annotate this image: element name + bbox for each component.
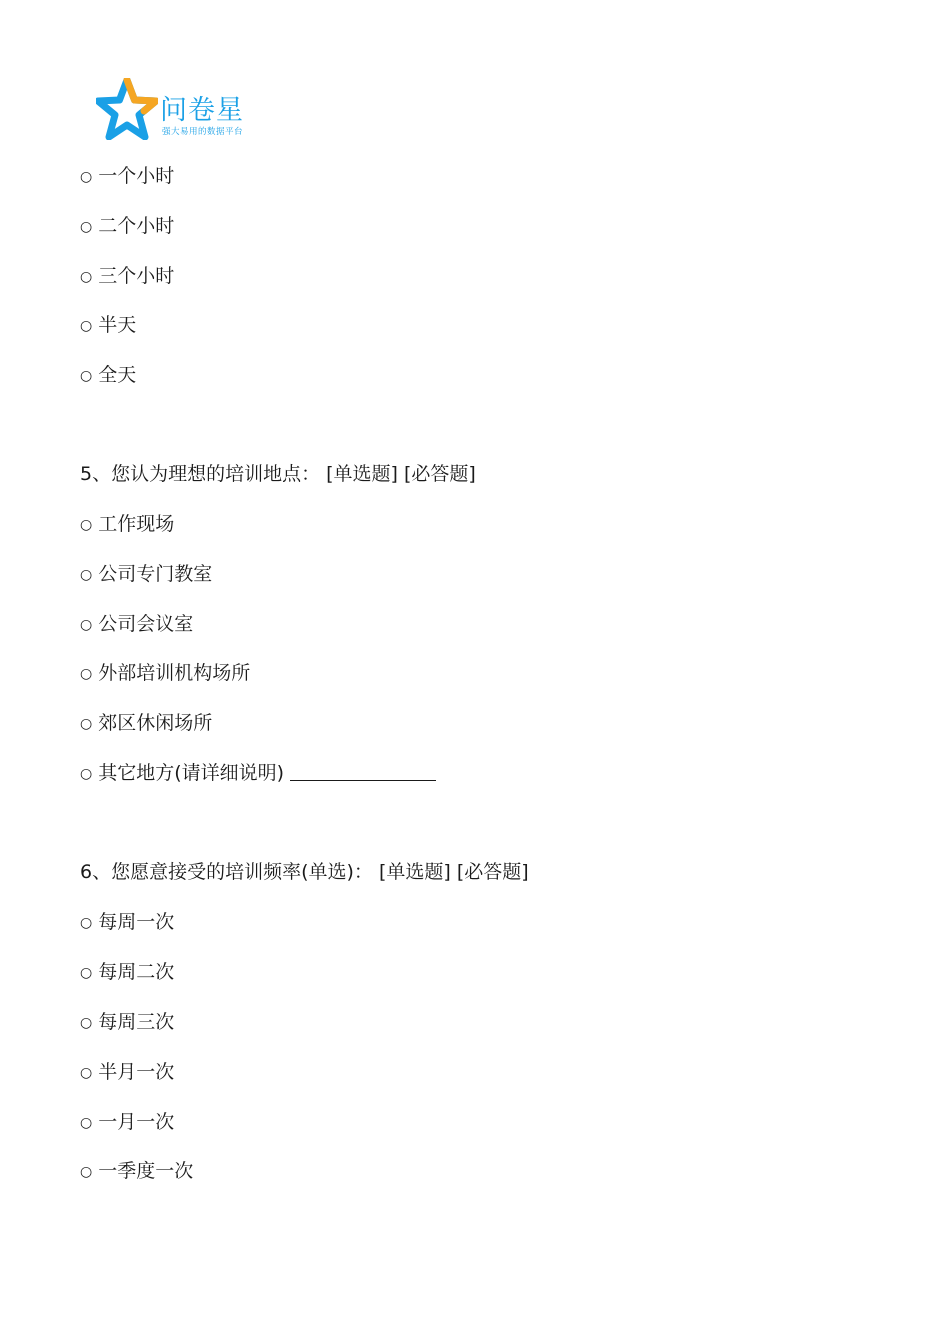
q5-option-1[interactable] [80,512,174,537]
option-label: 一季度一次 [98,1160,194,1182]
radio-circle-icon[interactable]: ○ [80,219,93,235]
option-label: 公司会议室 [98,613,194,635]
option-label: 一月一次 [98,1111,175,1133]
option-label: 每周二次 [98,961,175,983]
q4-option-3[interactable] [80,264,174,289]
logo-brand-name: 问卷星 [160,95,244,126]
radio-circle-icon[interactable]: ○ [80,915,93,931]
radio-circle-icon[interactable]: ○ [80,716,93,732]
wjx-logo [96,78,266,142]
q5-title: 5、您认为理想的培训地点： [单选题] [必答题] [80,463,476,485]
q5-option-4[interactable] [80,661,250,686]
option-label: 其它地方(请详细说明) [98,762,285,784]
option-label: 三个小时 [98,265,175,287]
option-label: 外部培训机构场所 [98,662,251,684]
option-label: 半天 [98,314,137,336]
option-label: 郊区休闲场所 [98,712,213,734]
q4-option-5[interactable] [80,363,136,388]
option-label: 每周三次 [98,1011,175,1033]
option-label: 工作现场 [98,513,175,535]
option-label: 每周一次 [98,911,175,933]
q5-option-6[interactable] [80,761,436,786]
q4-option-4[interactable] [80,313,136,338]
radio-circle-icon[interactable]: ○ [80,517,93,533]
q5-option-3[interactable] [80,612,193,637]
star-logo-icon [96,78,158,140]
radio-circle-icon[interactable]: ○ [80,567,93,583]
radio-circle-icon[interactable]: ○ [80,169,93,185]
q4-option-2[interactable] [80,214,174,239]
radio-circle-icon[interactable]: ○ [80,368,93,384]
option-label: 二个小时 [98,215,175,237]
radio-circle-icon[interactable]: ○ [80,766,93,782]
option-label: 全天 [98,364,137,386]
radio-circle-icon[interactable]: ○ [80,269,93,285]
radio-circle-icon[interactable]: ○ [80,318,93,334]
q6-option-2[interactable] [80,960,174,985]
q6-title: 6、您愿意接受的培训频率(单选)： [单选题] [必答题] [80,861,529,883]
q6-option-1[interactable] [80,910,174,935]
other-text-blank[interactable] [290,762,436,781]
radio-circle-icon[interactable]: ○ [80,965,93,981]
radio-circle-icon[interactable]: ○ [80,1115,93,1131]
radio-circle-icon[interactable]: ○ [80,1164,93,1180]
q6-option-4[interactable] [80,1060,174,1085]
q6-option-5[interactable] [80,1110,174,1135]
radio-circle-icon[interactable]: ○ [80,1015,93,1031]
q5-option-5[interactable] [80,711,212,736]
option-label: 公司专门教室 [98,563,213,585]
q5-option-2[interactable] [80,562,212,587]
q6-option-3[interactable] [80,1010,174,1035]
logo-tagline: 强大易用的数据平台 [162,127,244,137]
option-label: 半月一次 [98,1061,175,1083]
q6-option-6[interactable] [80,1159,193,1184]
radio-circle-icon[interactable]: ○ [80,1065,93,1081]
radio-circle-icon[interactable]: ○ [80,666,93,682]
radio-circle-icon[interactable]: ○ [80,617,93,633]
q4-option-1[interactable] [80,164,174,189]
option-label: 一个小时 [98,165,175,187]
